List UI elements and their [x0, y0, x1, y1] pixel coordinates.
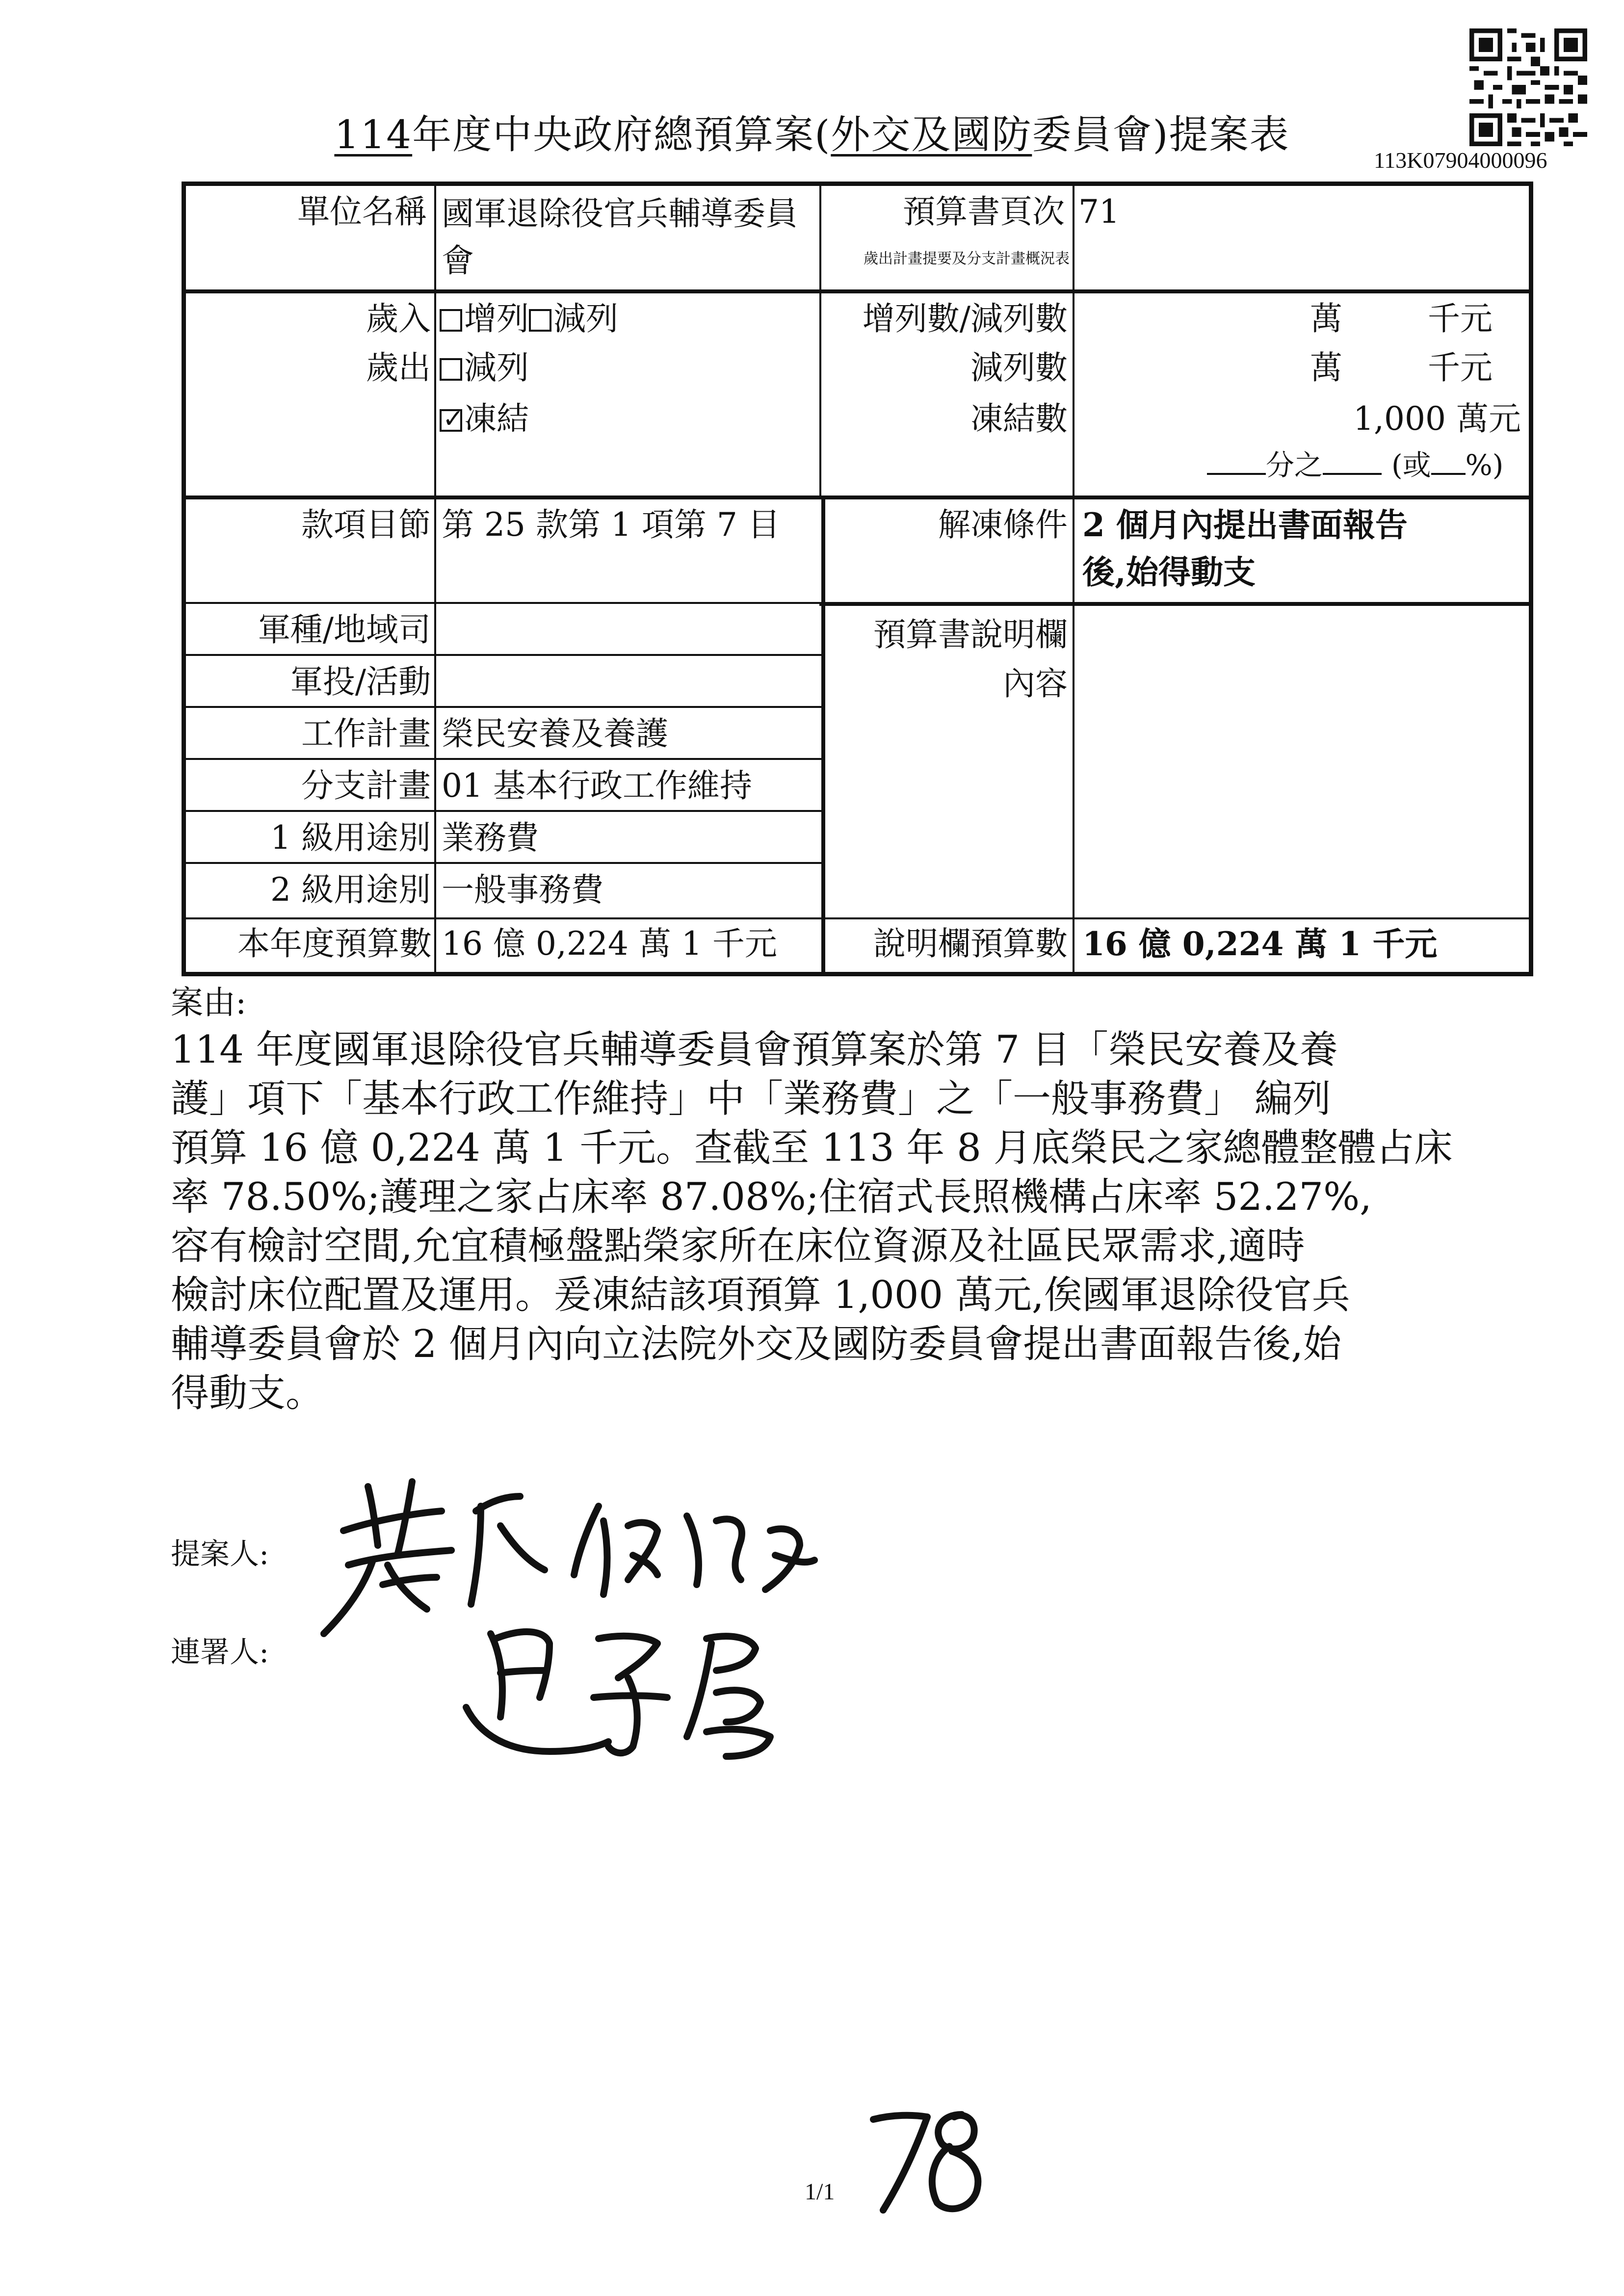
page-label: 預算書頁次 — [903, 193, 1065, 231]
case-text: 114 年度國軍退除役官兵輔導委員會預算案於第 7 目「榮民安養及養 護」項下「基本行政工作維持」中「業務費」之「一般事務費」 編列 預算 16 億 0,224 萬 1 千元。查截至 113 年 8 月底榮民之家總體整體占床 率 78.50%;護理之家占床率 87.08%;住宿式長照機構占床率 52.27%, 容有檢討空間,允宜積極盤點榮家所在床位資源及社區民眾需求,適時 檢討床位配置及運用。爰凍結該項預算 1,000 萬元,俟國軍退除役官兵 輔導委員會於 2 個月內向立法院外交及國防委員會提出書面報告後,始 得動支。 — [171, 1028, 1453, 1415]
title-mid: 年度中央政府總預算案( — [412, 112, 831, 157]
level2-value: 一般事務費 — [442, 871, 603, 909]
inc-dec-unit-wan: 萬 — [1310, 300, 1342, 338]
freeze-label: 凍結數 — [970, 400, 1068, 438]
expense-decrease-label: 減列 — [464, 349, 529, 387]
page-sub-label: 歲出計畫提要及分支計畫概況表 — [864, 250, 1070, 267]
revenue-increase-checkbox — [440, 309, 462, 332]
item-value: 第 25 款第 1 項第 7 目 — [442, 506, 780, 544]
handwritten-page-number — [864, 2105, 991, 2218]
desc-budget-label: 說明欄預算數 — [873, 925, 1068, 963]
decrease-unit-wan: 萬 — [1310, 349, 1342, 387]
budget-label: 本年度預算數 — [237, 925, 432, 963]
column-divider — [821, 601, 825, 976]
level1-label: 1 級用途別 — [270, 819, 431, 857]
unfreeze-value-line1: 2 個月內提出書面報告 — [1082, 506, 1408, 544]
proposer-label: 提案人: — [171, 1537, 269, 1571]
unfreeze-value-line2: 後,始得動支 — [1082, 553, 1256, 591]
title-end: 委員會)提案表 — [1032, 112, 1290, 157]
cosigner-signature — [451, 1609, 805, 1766]
document-number: 113K07904000096 — [1374, 148, 1547, 173]
row-divider — [182, 862, 821, 864]
level2-label: 2 級用途別 — [270, 871, 431, 909]
expense-freeze-label: 凍結 — [464, 400, 529, 438]
column-divider — [434, 182, 436, 976]
proposal-form-table — [182, 182, 1533, 976]
page-indicator: 1/1 — [805, 2179, 835, 2205]
decrease-unit-qian: 千元 — [1428, 349, 1493, 387]
investment-label: 軍投/活動 — [290, 663, 431, 701]
sub-plan-value: 01 基本行政工作維持 — [442, 767, 752, 805]
inc-dec-unit-qian: 千元 — [1428, 300, 1493, 338]
revenue-options — [440, 297, 812, 340]
percent-open: (或 — [1391, 448, 1431, 482]
row-divider — [182, 917, 1533, 919]
revenue-decrease-checkbox — [529, 309, 551, 332]
desc-label-line2: 內容 — [1003, 665, 1068, 703]
row-divider — [182, 758, 821, 760]
desc-label-line1: 預算書說明欄 — [873, 616, 1068, 653]
work-plan-value: 榮民安養及養護 — [442, 715, 668, 753]
fraction-row — [1207, 444, 1503, 487]
inc-dec-label: 增列數/減列數 — [862, 300, 1068, 338]
unit-label: 單位名稱 — [297, 193, 427, 231]
column-divider — [1073, 182, 1074, 976]
section-divider — [819, 602, 1533, 606]
section-divider — [182, 289, 1533, 293]
unit-value: 國軍退除役官兵輔導委員會 — [442, 195, 798, 280]
fraction-text: 分之 — [1266, 448, 1323, 482]
military-label: 軍種/地域司 — [258, 611, 431, 649]
title-year: 114 — [334, 112, 413, 157]
section-divider — [182, 496, 1533, 499]
revenue-label: 歲入 — [366, 300, 431, 338]
title-committee: 外交及國防 — [831, 112, 1032, 157]
row-divider — [182, 602, 821, 604]
expense-decrease-option — [440, 346, 812, 390]
page-title — [0, 103, 1624, 159]
level1-value: 業務費 — [442, 819, 539, 857]
page-value: 71 — [1078, 193, 1120, 231]
row-divider — [182, 810, 821, 812]
row-divider — [182, 706, 821, 708]
freeze-value: 1,000 萬元 — [1353, 400, 1521, 438]
item-label: 款項目節 — [301, 506, 431, 544]
sub-plan-label: 分支計畫 — [301, 767, 431, 805]
unfreeze-label: 解凍條件 — [938, 506, 1068, 544]
cosigner-label: 連署人: — [171, 1635, 269, 1670]
expense-freeze-checkbox — [440, 409, 462, 432]
budget-value: 16 億 0,224 萬 1 千元 — [442, 925, 777, 963]
case-label: 案由: — [171, 984, 247, 1021]
desc-budget-value: 16 億 0,224 萬 1 千元 — [1082, 925, 1438, 963]
work-plan-label: 工作計畫 — [301, 715, 431, 753]
expense-label: 歲出 — [366, 349, 431, 387]
expense-decrease-checkbox — [440, 358, 462, 381]
decrease-label: 減列數 — [970, 349, 1068, 387]
expense-freeze-option — [440, 397, 812, 441]
revenue-decrease-label: 減列 — [553, 300, 618, 338]
revenue-increase-label: 增列 — [464, 300, 529, 338]
column-divider — [819, 182, 821, 496]
column-divider — [821, 496, 825, 604]
row-divider — [182, 654, 821, 656]
percent-close: %) — [1465, 448, 1504, 482]
